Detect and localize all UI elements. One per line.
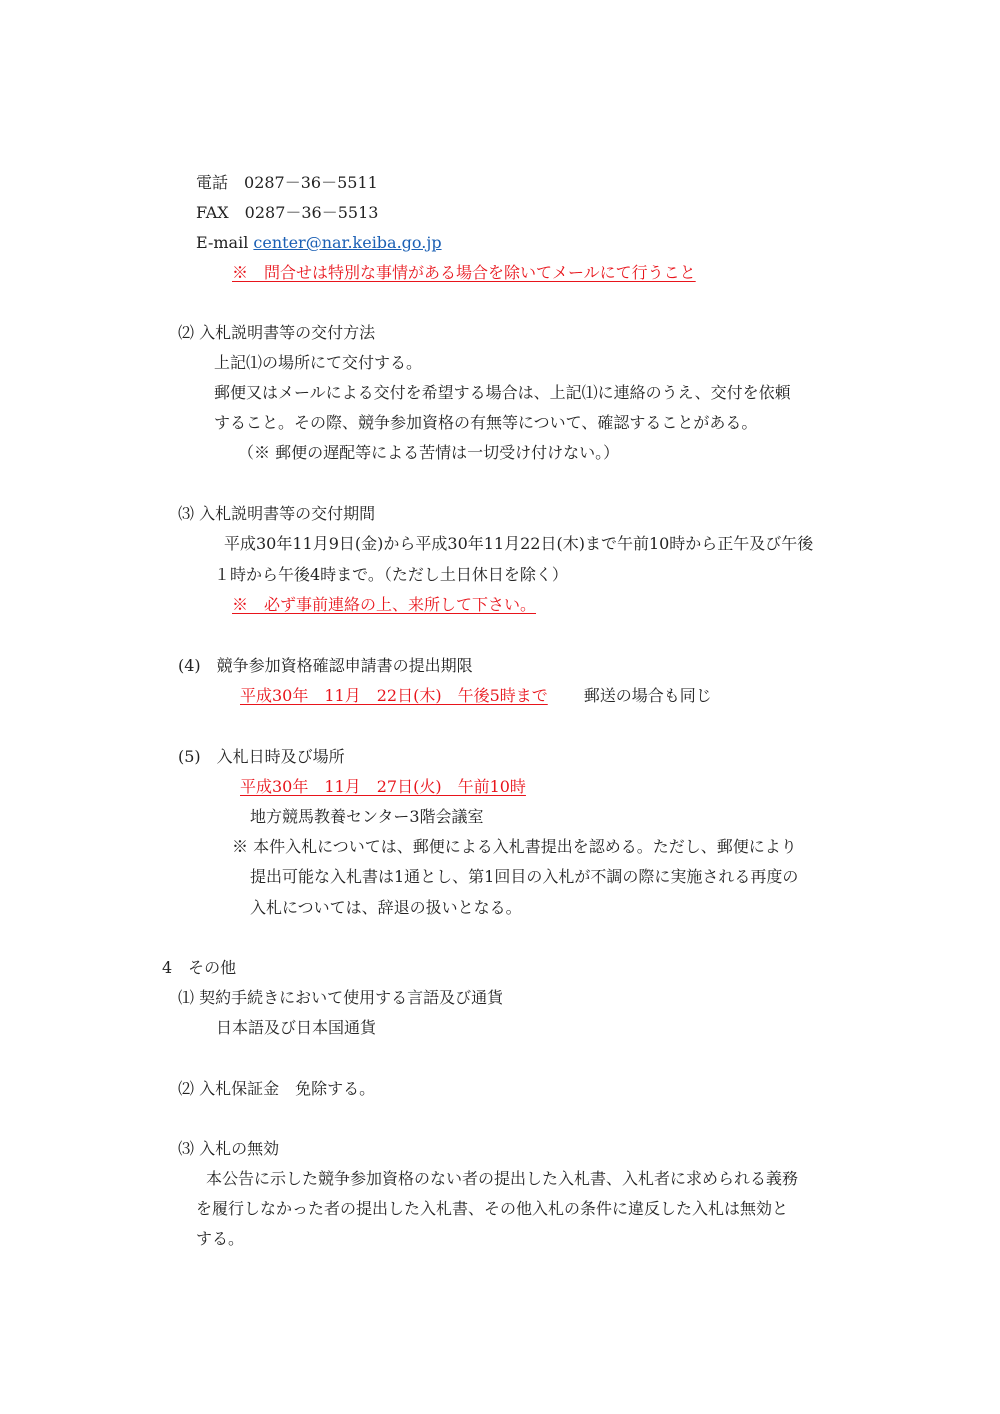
item2-heading: ⑵ 入札説明書等の交付方法 [178,323,376,342]
section4-sub3-line: する。 [196,1229,245,1248]
item2-line: 上記⑴の場所にて交付する。 [214,353,423,372]
item2-line: （※ 郵便の遅配等による苦情は一切受け付けない。） [238,443,620,462]
tel-label: 電話 [196,173,229,192]
item5-place: 地方競馬教養センター3階会議室 [250,807,484,826]
item4-deadline-line [240,686,712,706]
item5-heading: (5) 入札日時及び場所 [178,747,345,766]
email-link[interactable]: center@nar.keiba.go.jp [253,233,442,252]
section4-sub2-heading: ⑵ 入札保証金 免除する。 [178,1079,376,1098]
item4-deadline: 平成30年 11月 22日(木) 午後5時まで [240,686,548,705]
item5-note-line: 入札については、辞退の扱いとなる。 [250,898,522,917]
fax-line [196,203,378,223]
contact-note: ※ 問合せは特別な事情がある場合を除いてメールにて行うこと [232,263,696,282]
item4-heading: (4) 競争参加資格確認申請書の提出期限 [178,656,473,675]
section4-sub3-line: 本公告に示した競争参加資格のない者の提出した入札書、入札者に求められる義務 [206,1169,799,1188]
item5-datetime: 平成30年 11月 27日(火) 午前10時 [240,777,526,796]
item4-deadline-note: 郵送の場合も同じ [583,686,712,705]
item3-line: 平成30年11月9日(金)から平成30年11月22日(木)まで午前10時から正午及び午後 [224,534,814,553]
email-line [196,233,442,253]
item2-line: 郵便又はメールによる交付を希望する場合は、上記⑴に連絡のうえ、交付を依頼 [214,383,791,402]
item3-heading: ⑶ 入札説明書等の交付期間 [178,504,376,523]
fax-value: 0287－36－5513 [244,203,379,222]
email-label: E-mail [196,233,249,252]
item2-line: すること。その際、競争参加資格の有無等について、確認することがある。 [214,413,758,432]
section4-sub1-body: 日本語及び日本国通貨 [216,1018,377,1037]
section4-sub3-line: を履行しなかった者の提出した入札書、その他入札の条件に違反した入札は無効と [196,1199,789,1218]
tel-value: 0287－36－5511 [244,173,378,192]
item5-note-line: ※ 本件入札については、郵便による入札書提出を認める。ただし、郵便により [232,837,797,856]
tel-line [196,173,378,193]
fax-label: FAX [196,203,229,222]
item5-note-line: 提出可能な入札書は1通とし、第1回目の入札が不調の際に実施される再度の [250,867,799,886]
section4-heading: 4 その他 [162,958,237,977]
item3-line: １時から午後4時まで。（ただし土日休日を除く） [214,565,568,584]
item3-note: ※ 必ず事前連絡の上、来所して下さい。 [232,595,537,614]
section4-sub3-heading: ⑶ 入札の無効 [178,1139,280,1158]
section4-sub1-heading: ⑴ 契約手続きにおいて使用する言語及び通貨 [178,988,504,1007]
